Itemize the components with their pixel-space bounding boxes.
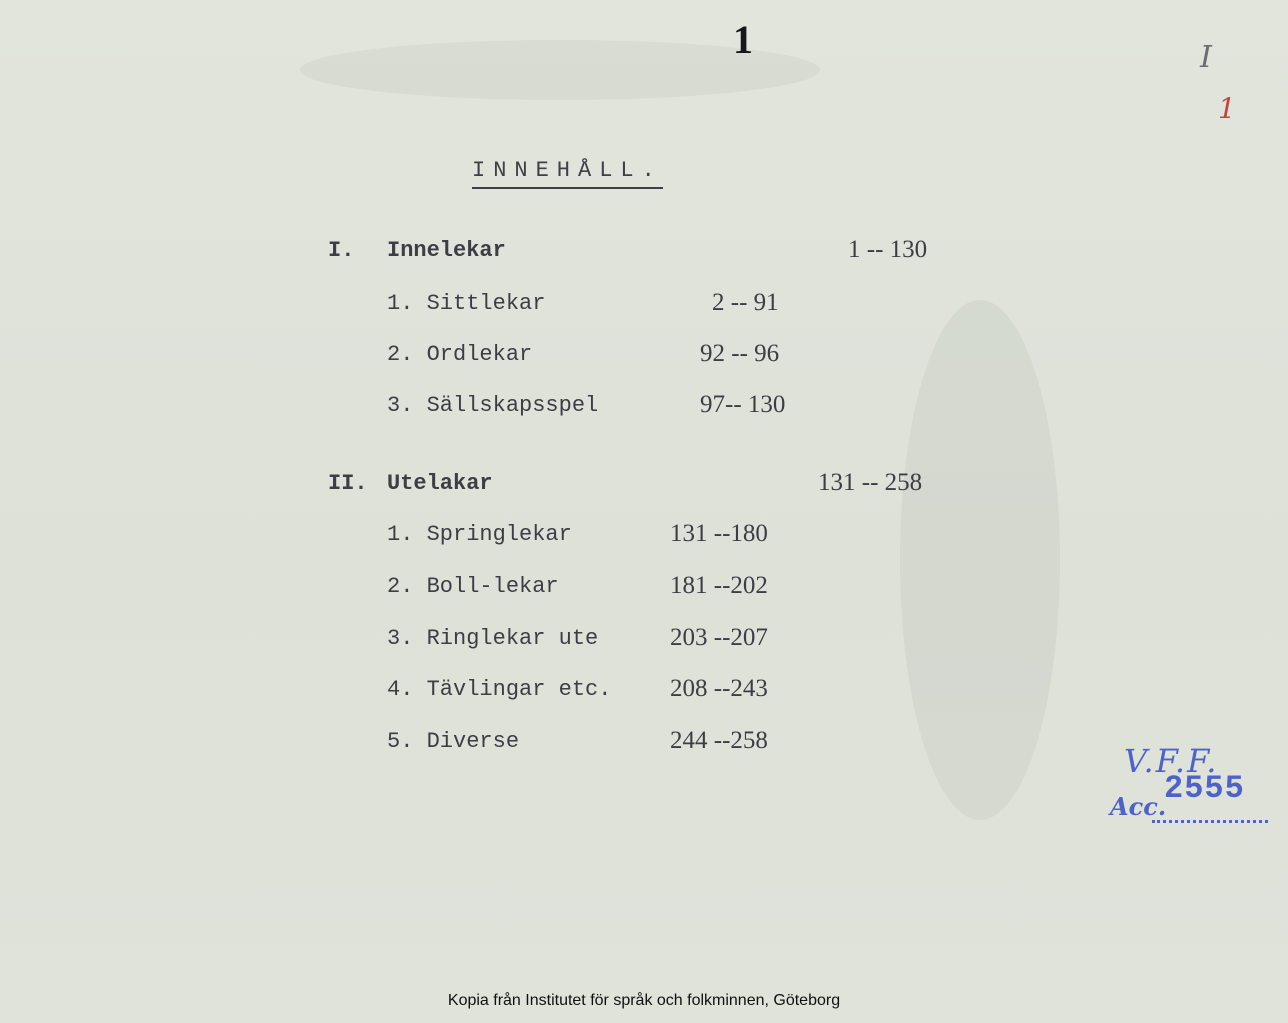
list-item-range: 2 -- 91 [712,289,779,316]
list-item-label: 1. Springlekar [387,522,572,547]
list-item-range: 92 -- 96 [700,340,780,367]
corner-handwritten-number: 1 [1218,92,1236,125]
stamp-underline [1152,820,1268,823]
corner-handwritten-roman: I [1200,40,1212,75]
list-item-label: 4. Tävlingar etc. [387,677,612,702]
section-range: 131 -- 258 [818,469,923,496]
section-numeral: II. [328,471,368,496]
stamp-prefix: Acc. [1110,792,1167,821]
list-item-label: 3. Ringlekar ute [387,626,599,651]
list-item-range: 244 --258 [670,727,768,754]
page-number: 1 [733,17,753,62]
list-item-label: 3. Sällskapsspel [387,393,599,418]
list-item-label: 2. Ordlekar [387,342,533,367]
section-range: 1 -- 130 [848,236,928,263]
list-item-range: 203 --207 [670,624,768,651]
list-item-label: 1. Sittlekar [387,291,546,316]
archive-stamp [1108,742,1272,828]
list-item-label: 5. Diverse [387,729,520,754]
list-item-range: 131 --180 [670,520,768,547]
paper-stain [900,300,1060,820]
list-item-range: 208 --243 [670,675,768,702]
section-name: Innelekar [387,238,506,263]
document-title: INNEHÅLL. [472,158,663,189]
list-item-range: 97-- 130 [700,391,786,418]
stamp-initials: V.F.F. [1124,742,1219,780]
list-item-label: 2. Boll-lekar [387,574,559,599]
footer-copyright: Kopia från Institutet för språk och folkminnen, Göteborg [447,992,841,1009]
section-numeral: I. [328,238,355,263]
list-item-range: 181 --202 [670,572,768,599]
section-name: Utelakar [387,471,493,496]
stamp-accession-number: 2555 [1164,770,1245,807]
